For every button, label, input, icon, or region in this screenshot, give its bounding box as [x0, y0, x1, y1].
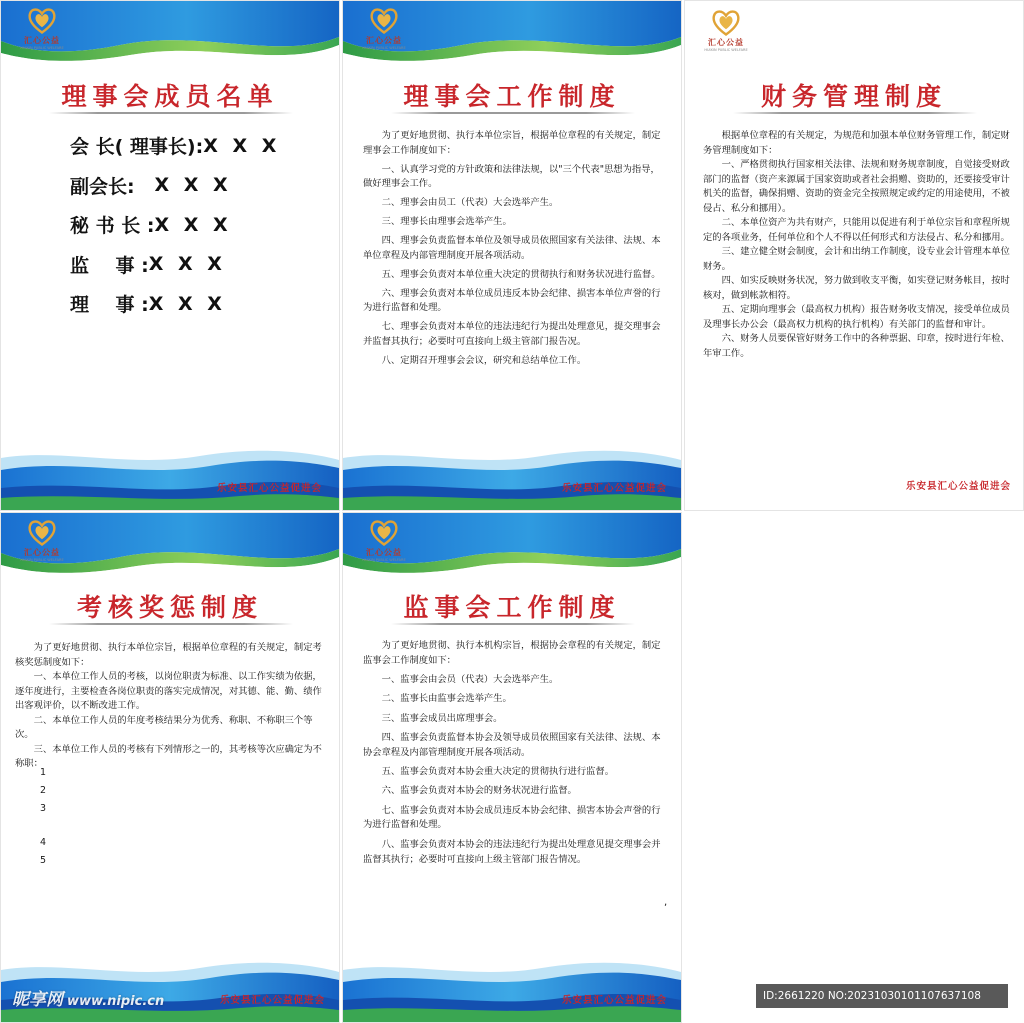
panel-finance-rules — [684, 0, 1024, 511]
panel-assessment-rules — [0, 512, 340, 1023]
rule-paragraph: 六、监事会负责对本协会的财务状况进行监督。 — [381, 785, 577, 797]
footer-organization: 乐安县汇心公益促进会 — [561, 995, 667, 1006]
heart-logo-icon — [27, 7, 57, 34]
rule-paragraph: 二、理事会由员工（代表）大会选举产生。 — [381, 197, 559, 208]
rule-paragraph: 六、理事会负责对本单位成员违反本协会纪律、损害本单位声誉的行为进行监督和处理。 — [363, 287, 661, 313]
panel-title: 考核奖惩制度 — [76, 593, 263, 622]
footer-organization: 乐安县汇心公益促进会 — [905, 481, 1011, 492]
member-roster — [70, 126, 280, 324]
rule-paragraph: 一、本单位工作人员的考核，以岗位职责为标准、以工作实绩为依据，逐年度进行，主要检查各岗位职责的落实完成情况，对其德、能、勤、绩作出客观评价，以不断改进工作。 — [15, 671, 322, 711]
footer-organization: 乐安县汇心公益促进会 — [216, 483, 322, 494]
panel-supervisory-rules — [342, 512, 682, 1023]
title-underline — [49, 623, 293, 625]
rule-paragraph: 四、监事会负责监督本协会及领导成员依照国家有关法律、法规、本协会章程及内部管理制度开展各项活动。 — [363, 731, 661, 758]
role-label: 秘 书 长 : — [70, 215, 155, 238]
rule-paragraph: 为了更好地贯彻、执行本单位宗旨，根据单位章程的有关规定，制定理事会工作制度如下： — [363, 130, 661, 156]
rule-paragraph: 三、本单位工作人员的考核有下列情形之一的，其考核等次应确定为不称职： — [15, 743, 322, 769]
rule-paragraph: 二、本单位资产为共有财产，只能用以促进有利于单位宗旨和章程所规定的各项业务，任何单位和个人不得以任何形式和方法侵占、私分和挪用。 — [703, 217, 1010, 243]
roster-row — [70, 126, 280, 166]
member-name: X X X — [148, 292, 226, 315]
rule-paragraph: 五、定期向理事会（最高权力机构）报告财务收支情况，接受单位成员及理事长办公会（最高权力机构的执行机构）有关部门的监督和审计。 — [703, 304, 1010, 330]
site-watermark — [12, 985, 164, 1010]
rule-paragraph: 为了更好地贯彻、执行本机构宗旨，根据协会章程的有关规定，制定监事会工作制度如下： — [363, 640, 661, 666]
image-id-label: ID:2661220 NO:20231030101107637108 — [756, 984, 1008, 1008]
logo-text: 汇心公益 — [708, 38, 744, 47]
rule-paragraph: 二、监事长由监事会选举产生。 — [381, 693, 512, 705]
logo-subtext: HUIXIN PUBLIC WELFARE — [20, 46, 64, 50]
heart-logo-icon — [369, 7, 399, 34]
stray-mark: , — [664, 897, 668, 908]
heart-logo-icon — [369, 519, 399, 546]
heart-logo-icon — [711, 9, 741, 36]
roster-row — [70, 284, 280, 324]
title-underline — [391, 623, 635, 625]
roster-row — [70, 166, 280, 206]
panel-title: 财务管理制度 — [760, 82, 947, 111]
rule-paragraph: 七、监事会负责对本协会成员违反本协会纪律、损害本协会声誉的行为进行监督和处理。 — [363, 804, 661, 831]
logo-text: 汇心公益 — [24, 36, 60, 45]
rules-body — [363, 129, 667, 368]
rule-paragraph: 七、理事会负责对本单位的违法违纪行为提出处理意见，提交理事会并监督其执行；必要时可直接向上级主管部门报告况。 — [363, 321, 661, 347]
logo-text: 汇心公益 — [366, 36, 402, 45]
rule-paragraph: 四、如实反映财务状况，努力做到收支平衡，如实登记财务帐目，按时核对，做到帐款相符。 — [703, 275, 1010, 301]
panel-title: 理事会成员名单 — [61, 82, 279, 111]
logo — [361, 519, 407, 562]
panel-title: 监事会工作制度 — [403, 593, 621, 622]
logo-subtext: HUIXIN PUBLIC WELFARE — [20, 558, 64, 562]
title-underline — [49, 112, 293, 114]
rule-paragraph: 六、财务人员要保管好财务工作中的各种票据、印章，按时进行年检、年审工作。 — [703, 333, 1010, 359]
rule-paragraph: 八、监事会负责对本协会的违法违纪行为提出处理意见提交理事会并监督其执行；必要时可直接向上级主管部门报告情况。 — [363, 838, 661, 865]
rule-paragraph: 二、本单位工作人员的年度考核结果分为优秀、称职、不称职三个等次。 — [15, 714, 313, 740]
role-label: 理 事 : — [70, 294, 149, 317]
title-underline — [391, 112, 635, 114]
rules-body — [363, 639, 667, 867]
logo-text: 汇心公益 — [24, 548, 60, 557]
footer-organization: 乐安县汇心公益促进会 — [561, 483, 667, 494]
list-item-number: 2 — [40, 785, 47, 796]
watermark-site-name: 昵享网 — [12, 990, 63, 1010]
rule-paragraph: 五、监事会负责对本协会重大决定的贯彻执行进行监督。 — [381, 766, 615, 778]
list-item-number: 4 — [40, 837, 47, 848]
rule-paragraph: 一、认真学习党的方针政策和法律法规，以"三个代表"思想为指导，做好理事会工作。 — [363, 163, 660, 189]
member-name: X X X — [203, 134, 281, 157]
watermark-url: www.nipic.cn — [67, 994, 165, 1009]
bottom-wave-decoration — [1, 444, 339, 510]
rules-body — [703, 129, 1011, 361]
logo-subtext: HUIXIN PUBLIC WELFARE — [362, 558, 406, 562]
logo-subtext: HUIXIN PUBLIC WELFARE — [704, 48, 748, 52]
logo — [19, 7, 65, 50]
rule-paragraph: 八、定期召开理事会会议，研究和总结单位工作。 — [381, 354, 587, 366]
rule-paragraph: 一、监事会由会员（代表）大会选举产生。 — [381, 674, 559, 686]
list-item-number: 1 — [40, 767, 47, 778]
rule-paragraph: 四、理事会负责监督本单位及领导成员依照国家有关法律、法规、本单位章程及内部管理制度开展各项活动。 — [363, 235, 661, 261]
rule-paragraph: 三、建立健全财会制度，会计和出纳工作制度，设专业会计管理本单位财务。 — [703, 246, 1010, 272]
rule-paragraph: 一、严格贯彻执行国家相关法律、法规和财务规章制度，自觉接受财政部门的监督（资产来源属于国家资助或者社会捐赠、资助的，还要接受审计机关的监督，确保捐赠、资助的资金完全按照规定或约定的用途使用，不被侵占、私分和挪用）。 — [703, 159, 1010, 214]
role-label: 监 事 : — [70, 254, 149, 277]
rules-body — [15, 641, 329, 772]
rule-paragraph: 为了更好地贯彻、执行本单位宗旨，根据单位章程的有关规定，制定考核奖惩制度如下： — [15, 642, 322, 668]
bottom-wave-decoration — [343, 956, 681, 1022]
rule-paragraph: 三、理事长由理事会选举产生。 — [381, 216, 512, 227]
member-name: X X X — [148, 253, 226, 276]
logo — [361, 7, 407, 50]
panel-council-work-rules — [342, 0, 682, 511]
roster-row — [70, 245, 280, 285]
bottom-wave-decoration — [343, 444, 681, 510]
role-label: 副会长: — [70, 175, 155, 198]
rule-paragraph: 三、监事会成员出席理事会。 — [381, 712, 503, 724]
title-underline — [733, 112, 977, 114]
heart-logo-icon — [27, 519, 57, 546]
member-name: X X X — [154, 213, 232, 236]
list-item-number: 5 — [40, 855, 47, 866]
logo-subtext: HUIXIN PUBLIC WELFARE — [362, 46, 406, 50]
role-label: 会 长( 理事长): — [70, 136, 204, 159]
rule-paragraph: 五、理事会负责对本单位重大决定的贯彻执行和财务状况进行监督。 — [381, 268, 661, 280]
member-name: X X X — [154, 174, 232, 197]
list-item-number: 3 — [40, 803, 47, 814]
roster-row — [70, 205, 280, 245]
rule-paragraph: 根据单位章程的有关规定，为规范和加强本单位财务管理工作，制定财务管理制度如下： — [703, 130, 1010, 156]
logo-text: 汇心公益 — [366, 548, 402, 557]
logo — [703, 9, 749, 52]
logo — [19, 519, 65, 562]
panel-title: 理事会工作制度 — [403, 82, 621, 111]
footer-organization: 乐安县汇心公益促进会 — [219, 995, 325, 1006]
